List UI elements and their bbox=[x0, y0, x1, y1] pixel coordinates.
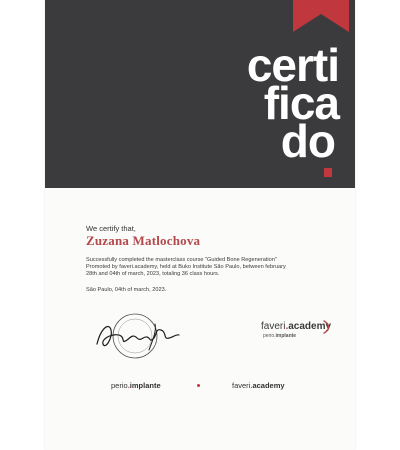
certificate-page bbox=[45, 0, 355, 450]
certificate-body bbox=[86, 257, 326, 279]
footer-separator-dot bbox=[197, 384, 200, 387]
footer-right-dot: . bbox=[250, 381, 253, 390]
hero-word-line3: do bbox=[280, 115, 335, 167]
logo-faveri-dot: . bbox=[285, 321, 289, 332]
perio-implante-sublogo bbox=[263, 333, 296, 339]
logo-perio-prefix: perio bbox=[263, 333, 275, 339]
footer-left-dot: . bbox=[127, 381, 130, 390]
body-line: 28th and 04th of march, 2023, totaling 36 class hours. bbox=[86, 271, 220, 278]
logo-faveri-prefix: faveri bbox=[261, 321, 286, 332]
footer-faveri-academy-logo bbox=[232, 381, 285, 390]
hero-accent-square bbox=[324, 168, 332, 177]
logo-perio-dot: . bbox=[274, 333, 276, 339]
signature-stamp bbox=[91, 310, 183, 362]
logo-faveri-suffix: academy bbox=[288, 321, 332, 332]
corner-ribbon bbox=[293, 0, 349, 32]
hero-word-line2: fica bbox=[263, 77, 339, 129]
footer-right-suffix: academy bbox=[252, 381, 285, 390]
recipient-name: Zuzana Matlochova bbox=[86, 233, 201, 248]
hero-word-line1: certi bbox=[246, 39, 339, 91]
body-line: Promoted by faveri.academy, held at Buko Institute São Paulo, between february bbox=[86, 264, 286, 271]
logo-perio-suffix: implante bbox=[275, 333, 297, 339]
footer-perio-implante-logo bbox=[111, 381, 161, 390]
faveri-swoosh-icon bbox=[322, 320, 332, 334]
place-date: São Paulo, 04th of march, 2023. bbox=[86, 287, 167, 293]
footer-left-prefix: perio bbox=[111, 381, 128, 390]
hero-banner bbox=[45, 0, 355, 188]
body-line: Successfully completed the masterclass course "Guided Bone Regeneration" bbox=[86, 257, 277, 263]
certify-intro: We certify that, bbox=[86, 224, 136, 233]
faveri-academy-logo bbox=[261, 321, 331, 332]
footer-left-suffix: implante bbox=[129, 381, 161, 390]
footer-right-prefix: faveri bbox=[232, 381, 251, 390]
